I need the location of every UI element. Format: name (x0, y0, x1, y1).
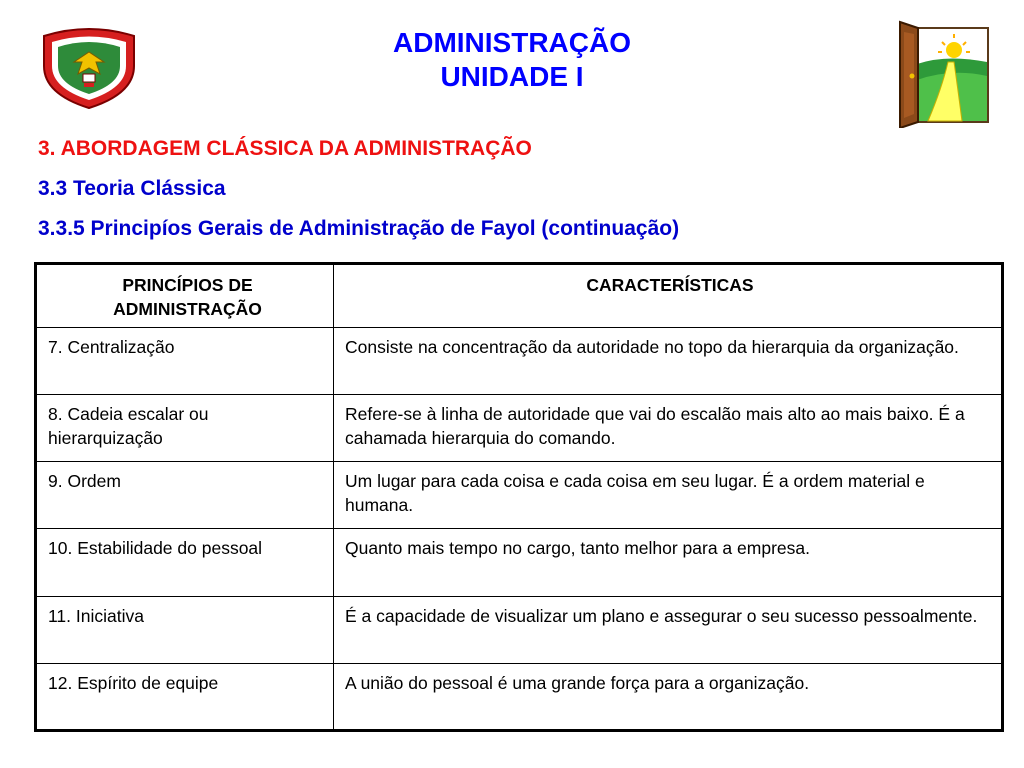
column-header-characteristics: CARACTERÍSTICAS (334, 264, 1003, 328)
principle-cell: 10. Estabilidade do pessoal (36, 529, 334, 596)
table-row (36, 462, 1003, 529)
table-row (36, 395, 1003, 462)
subsection-heading: 3.3 Teoria Clássica (38, 177, 226, 200)
table-row (36, 663, 1003, 730)
characteristic-cell: A união do pessoal é uma grande força para a organização. (334, 663, 1003, 730)
table-row (36, 328, 1003, 395)
characteristic-cell: Quanto mais tempo no cargo, tanto melhor para a empresa. (334, 529, 1003, 596)
table-header-row (36, 264, 1003, 328)
table-row (36, 596, 1003, 663)
slide-title (0, 26, 1024, 94)
characteristic-cell: Refere-se à linha de autoridade que vai do escalão mais alto ao mais baixo. É a cahamada hierarquia do comando. (334, 395, 1003, 462)
column-header-principles: PRINCÍPIOS DE ADMINISTRAÇÃO (36, 264, 334, 328)
principle-cell: 7. Centralização (36, 328, 334, 395)
principle-cell: 12. Espírito de equipe (36, 663, 334, 730)
principle-cell: 8. Cadeia escalar ou hierarquização (36, 395, 334, 462)
characteristic-cell: Consiste na concentração da autoridade no topo da hierarquia da organização. (334, 328, 1003, 395)
title-line-2: UNIDADE I (440, 61, 584, 92)
section-heading: 3. ABORDAGEM CLÁSSICA DA ADMINISTRAÇÃO (38, 137, 532, 160)
title-line-1: ADMINISTRAÇÃO (393, 27, 631, 58)
characteristic-cell: Um lugar para cada coisa e cada coisa em seu lugar. É a ordem material e humana. (334, 462, 1003, 529)
principle-cell: 9. Ordem (36, 462, 334, 529)
subsubsection-heading: 3.3.5 Principíos Gerais de Administração de Fayol (continuação) (38, 217, 680, 240)
principles-table (34, 262, 1004, 732)
table-row (36, 529, 1003, 596)
principle-cell: 11. Iniciativa (36, 596, 334, 663)
characteristic-cell: É a capacidade de visualizar um plano e assegurar o seu sucesso pessoalmente. (334, 596, 1003, 663)
